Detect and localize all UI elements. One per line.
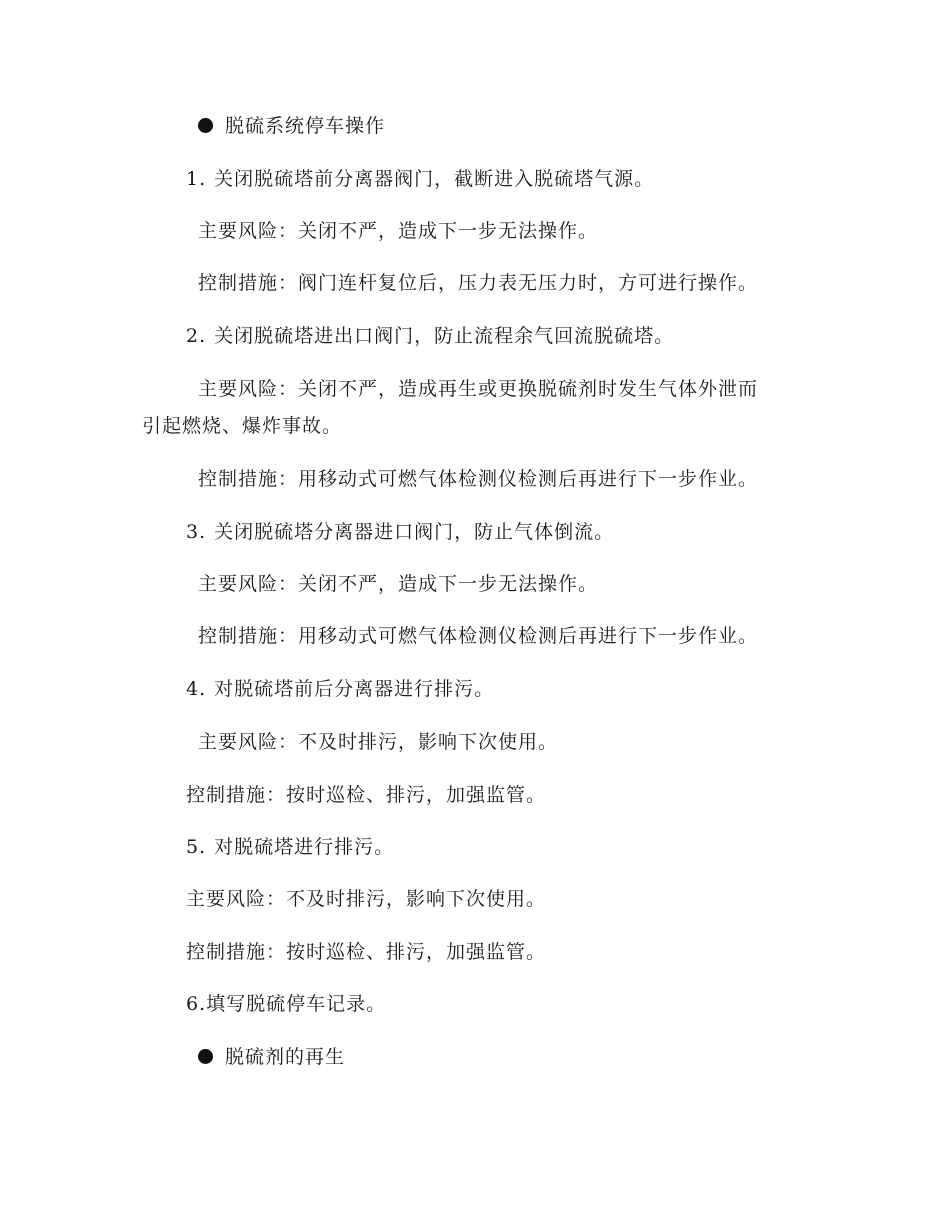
step-1-action: 1. 关闭脱硫塔前分离器阀门，截断进入脱硫塔气源。 <box>186 168 655 190</box>
step-3-risk: 主要风险：关闭不严，造成下一步无法操作。 <box>198 573 599 595</box>
step-2-control: 控制措施：用移动式可燃气体检测仪检测后再进行下一步作业。 <box>198 468 759 490</box>
step-5-risk: 主要风险：不及时排污，影响下次使用。 <box>186 888 547 910</box>
step-5-action: 5. 对脱硫塔进行排污。 <box>186 836 395 858</box>
step-5-control: 控制措施：按时巡检、排污，加强监管。 <box>186 941 547 963</box>
step-4-risk: 主要风险：不及时排污，影响下次使用。 <box>198 731 559 753</box>
bullet-icon <box>198 1049 213 1064</box>
step-3-control: 控制措施：用移动式可燃气体检测仪检测后再进行下一步作业。 <box>198 625 759 647</box>
step-1-risk: 主要风险：关闭不严，造成下一步无法操作。 <box>198 220 599 242</box>
step-4-control: 控制措施：按时巡检、排污，加强监管。 <box>186 784 547 806</box>
bullet-icon <box>198 118 213 133</box>
step-3-action: 3. 关闭脱硫塔分离器进口阀门，防止气体倒流。 <box>186 521 615 543</box>
step-2-risk-line1: 主要风险：关闭不严，造成再生或更换脱硫剂时发生气体外泄而 <box>198 378 759 400</box>
section-heading-regeneration: 脱硫剂的再生 <box>198 1044 345 1070</box>
step-1-control: 控制措施：阀门连杆复位后，压力表无压力时，方可进行操作。 <box>198 272 759 294</box>
step-4-action: 4. 对脱硫塔前后分离器进行排污。 <box>186 678 495 700</box>
step-2-risk-line2: 引起燃烧、爆炸事故。 <box>142 415 343 437</box>
step-6-record: 6.填写脱硫停车记录。 <box>186 993 387 1015</box>
section-heading-shutdown: 脱硫系统停车操作 <box>198 113 385 139</box>
step-2-action: 2. 关闭脱硫塔进出口阀门，防止流程余气回流脱硫塔。 <box>186 325 675 347</box>
